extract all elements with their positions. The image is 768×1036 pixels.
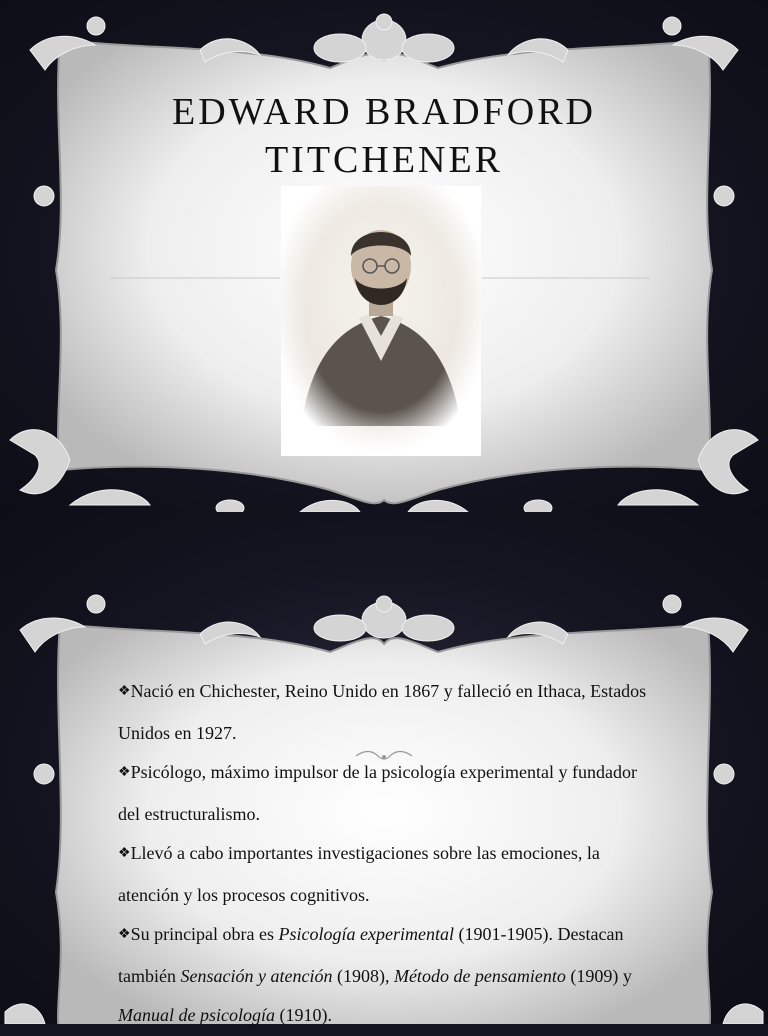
title-slide xyxy=(0,0,768,512)
list-item: ❖Llevó a cabo importantes investigaciones sobre las emociones, la atención y los procesos cognitivos. xyxy=(118,843,600,905)
portrait-photo xyxy=(281,186,481,456)
title-line-2: TITCHENER xyxy=(264,139,504,181)
title-line-1: EDWARD BRADFORD xyxy=(172,91,596,133)
diamond-bullet-icon: ❖ xyxy=(118,765,131,780)
book-title: Sensación y atención xyxy=(180,965,333,986)
book-title: Psicología experimental xyxy=(278,924,454,944)
list-item: ❖Psicólogo, máximo impulsor de la psicología experimental y fundador del estructuralismo. xyxy=(118,762,637,824)
list-item: ❖Nació en Chichester, Reino Unido en 1867 y falleció en Ithaca, Estados Unidos en 1927. xyxy=(118,681,647,743)
list-item: ❖Su principal obra es Psicología experimental (1901-1905). Destacan también Sensación y atención (1908), Método de pensamiento (1909) y Manual de psicología (1910). xyxy=(118,924,632,1025)
diamond-bullet-icon: ❖ xyxy=(118,684,131,699)
bullet-list xyxy=(118,672,658,1036)
page-title xyxy=(0,88,768,184)
diamond-bullet-icon: ❖ xyxy=(118,927,131,942)
book-title: Método de pensamiento xyxy=(393,965,566,986)
diamond-bullet-icon: ❖ xyxy=(118,846,131,861)
book-title: Manual de psicología xyxy=(118,1005,275,1025)
